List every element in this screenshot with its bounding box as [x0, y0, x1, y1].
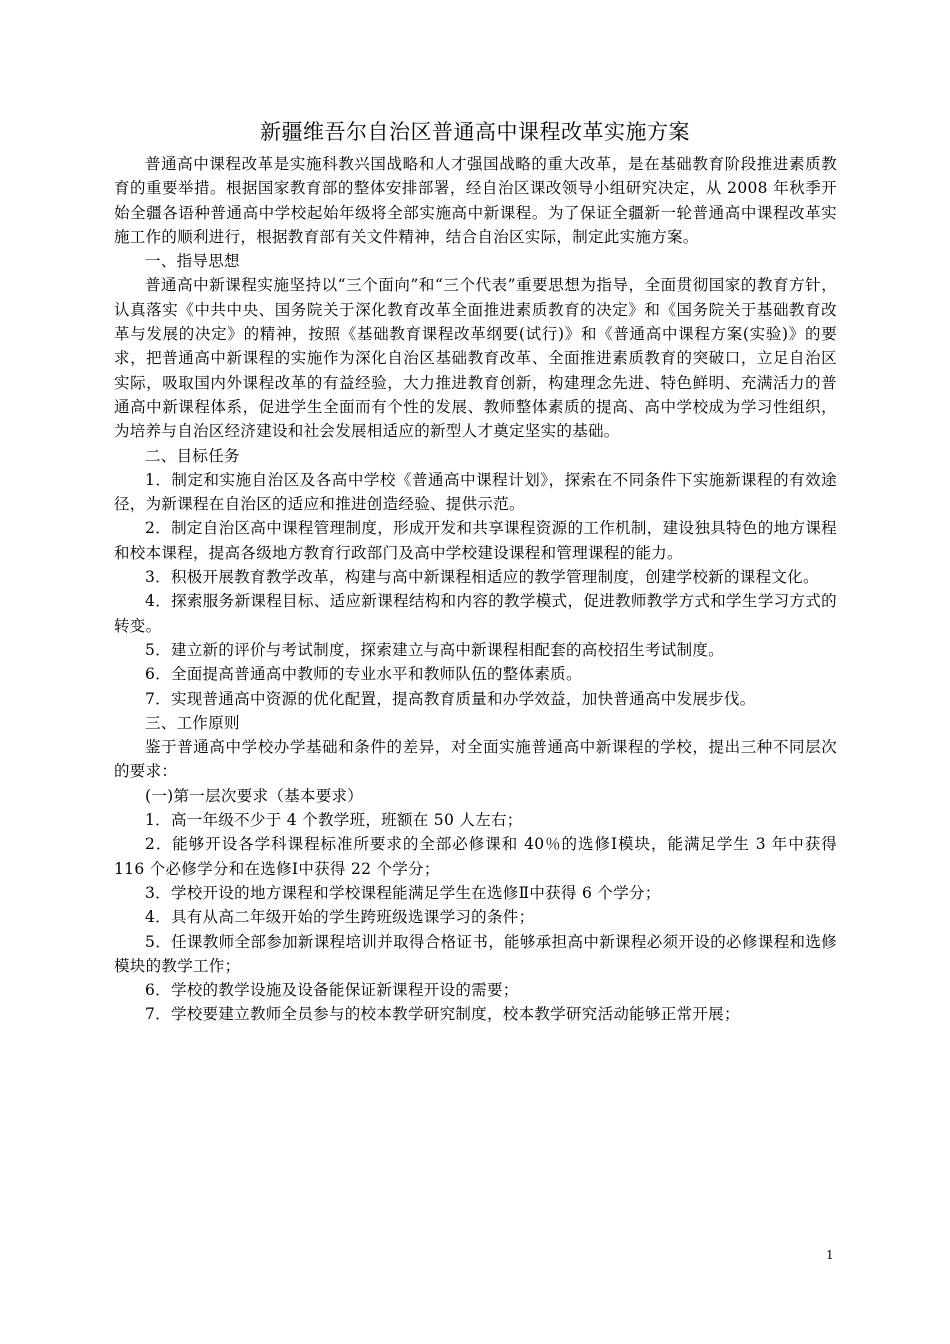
- list-item: 7．学校要建立教师全员参与的校本教学研究制度，校本教学研究活动能够正常开展；: [145, 1005, 740, 1024]
- document-body: [114, 152, 837, 1027]
- list-item: 4．具有从高二年级开始的学生跨班级选课学习的条件；: [145, 908, 535, 927]
- paragraph: 普通高中新课程实施坚持以“三个面向”和“三个代表”重要思想为指导，全面贯彻国家的教育方针，认真落实《中共中央、国务院关于深化教育改革全面推进素质教育的决定》和《国务院关于基础教育改革与发展的决定》的精神，按照《基础教育课程改革纲要(试行)》和《普通高中课程方案(实验)》的要求，把普通高中新课程的实施作为深化自治区基础教育改革、全面推进素质教育的突破口，立足自治区实际，吸取国内外课程改革的有益经验，大力推进教育创新，构建理念先进、特色鲜明、充满活力的普通高中新课程体系，促进学生全面而有个性的发展、教师整体素质的提高、高中学校成为学习性组织，为培养与自治区经济建设和社会发展相适应的新型人才奠定坚实的基础。: [114, 276, 837, 441]
- list-item: 5．建立新的评价与考试制度，探索建立与高中新课程相配套的高校招生考试制度。: [145, 640, 724, 659]
- section-heading: 三、工作原则: [145, 713, 240, 732]
- list-item: 2．制定自治区高中课程管理制度，形成开发和共享课程资源的工作机制，建设独具特色的地方课程和校本课程，提高各级地方教育行政部门及高中学校建设课程和管理课程的能力。: [114, 519, 837, 562]
- list-item: 7．实现普通高中资源的优化配置，提高教育质量和办学效益，加快普通高中发展步伐。: [145, 689, 756, 708]
- list-item: 1．制定和实施自治区及各高中学校《普通高中课程计划》，探索在不同条件下实施新课程的有效途径，为新课程在自治区的适应和推进创造经验、提供示范。: [114, 470, 837, 514]
- list-item: 6．全面提高普通高中教师的专业水平和教师队伍的整体素质。: [145, 665, 582, 684]
- subsection-heading: (一)第一层次要求（基本要求）: [145, 786, 364, 805]
- intro-paragraph: 普通高中课程改革是实施科教兴国战略和人才强国战略的重大改革，是在基础教育阶段推进素质教育的重要举措。根据国家教育部的整体安排部署，经自治区课改领导小组研究决定，从 2008 年秋季开始全疆各语种普通高中学校起始年级将全部实施高中新课程。为了保证全疆新一轮普通高中课程改革实施工作的顺利进行，根据教育部有关文件精神，结合自治区实际，制定此实施方案。: [114, 155, 837, 246]
- list-item: 2．能够开设各学科课程标准所要求的全部必修课和 40％的选修Ⅰ模块，能满足学生 3 年中获得 116 个必修学分和在选修Ⅰ中获得 22 个学分；: [114, 835, 837, 878]
- list-item: 5．任课教师全部参加新课程培训并取得合格证书，能够承担高中新课程必须开设的必修课程和选修模块的教学工作；: [114, 932, 837, 975]
- document-title: 新疆维吾尔自治区普通高中课程改革实施方案: [260, 120, 690, 144]
- list-item: 1．高一年级不少于 4 个教学班，班额在 50 人左右；: [145, 811, 523, 830]
- page-number: 1: [826, 1248, 834, 1262]
- list-item: 3．学校开设的地方课程和学校课程能满足学生在选修Ⅱ中获得 6 个学分；: [145, 883, 661, 902]
- paragraph: 鉴于普通高中学校办学基础和条件的差异，对全面实施普通高中新课程的学校，提出三种不同层次的要求：: [114, 738, 837, 781]
- section-heading: 二、目标任务: [145, 446, 240, 465]
- section-heading: 一、指导思想: [145, 252, 240, 271]
- list-item: 4．探索服务新课程目标、适应新课程结构和内容的教学模式，促进教师教学方式和学生学习方式的转变。: [114, 592, 837, 635]
- list-item: 6．学校的教学设施及设备能保证新课程开设的需要；: [145, 981, 519, 1000]
- list-item: 3．积极开展教育教学改革，构建与高中新课程相适应的教学管理制度，创建学校新的课程文化。: [145, 568, 819, 587]
